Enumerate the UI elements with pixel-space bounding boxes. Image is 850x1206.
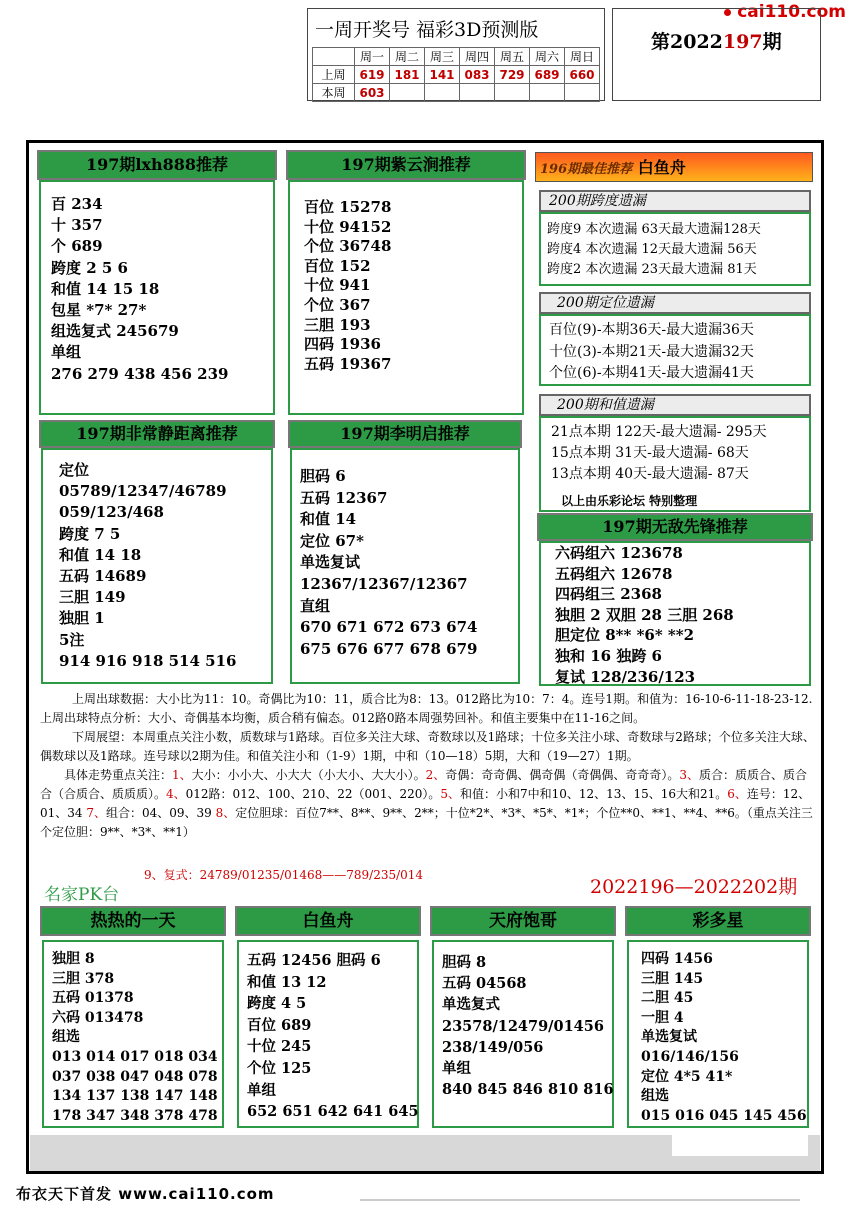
weekly-table bbox=[312, 47, 600, 102]
day-header: 周一 bbox=[355, 48, 390, 66]
span-panel bbox=[539, 212, 811, 286]
pk-card-lines bbox=[247, 950, 419, 1123]
period-number: 197 bbox=[722, 31, 763, 53]
pos-line: 十位(3)-本期21天-最大遗漏32天 bbox=[549, 343, 754, 360]
focus-intro: 具体走势重点关注： bbox=[64, 768, 173, 782]
pk-line: 跨度 4 5 bbox=[247, 995, 307, 1013]
best-recommend-label: 196期最佳推荐 bbox=[540, 162, 633, 177]
footer-text: 布衣天下首发 www.cai110.com bbox=[16, 1185, 275, 1203]
weekly-draw-box bbox=[307, 8, 605, 101]
focus-text: 组合：04、09、39 bbox=[106, 806, 216, 820]
span-header: 200期跨度遗漏 bbox=[539, 190, 811, 212]
pk-card-header: 天府饱哥 bbox=[430, 906, 616, 936]
span-lines bbox=[547, 220, 761, 280]
pk-line: 134 137 138 147 148 bbox=[52, 1088, 218, 1105]
credit-note: 以上由乐彩论坛 特别整理 bbox=[561, 494, 698, 508]
pk-line: 016/146/156 bbox=[641, 1048, 739, 1065]
fcjj-line: 定位 bbox=[59, 461, 90, 479]
draw-number: 729 bbox=[495, 66, 530, 84]
analysis-text bbox=[40, 690, 815, 842]
fcjj-line: 和值 14 18 bbox=[59, 545, 142, 564]
fcjj-line: 5注 bbox=[59, 630, 85, 649]
weekly-title: 一周开奖号 福彩3D预测版 bbox=[315, 19, 539, 41]
pos-line: 个位(6)-本期41天-最大遗漏41天 bbox=[549, 365, 754, 381]
fcjj-header: 197期非常静距离推荐 bbox=[39, 420, 275, 448]
fcjj-lines bbox=[59, 460, 236, 672]
span-line: 跨度2 本次遗漏 23天最大遗漏 81天 bbox=[547, 262, 757, 277]
pk-line: 单组 bbox=[247, 1081, 276, 1099]
pk-line: 一胆 4 bbox=[641, 1009, 684, 1026]
wdxf-line: 复试 128/236/123 bbox=[555, 667, 696, 686]
weekly-header-row bbox=[313, 48, 600, 66]
wdxf-line: 独胆 2 双胆 28 三胆 268 bbox=[555, 605, 734, 624]
day-header: 周三 bbox=[425, 48, 460, 66]
pk-line: 840 845 846 810 816 bbox=[442, 1081, 614, 1099]
pk-line: 四码 1456 bbox=[641, 951, 713, 967]
focus-text: 连号：12、01、34 bbox=[40, 787, 811, 820]
focus-text: 大小：小小大、小大大（小大小、大大小）。 bbox=[191, 768, 426, 782]
draw-number bbox=[530, 84, 565, 102]
row-label: 本周 bbox=[313, 84, 355, 102]
pk-line: 五码 01378 bbox=[52, 990, 134, 1007]
focus-num: 7、 bbox=[86, 806, 106, 820]
pk-line: 组选 bbox=[52, 1029, 80, 1046]
best-recommend-header bbox=[535, 152, 813, 182]
lmq-line: 直组 bbox=[300, 596, 331, 615]
focus-text: 012路：012、100、210、22（001、220）。 bbox=[185, 787, 441, 801]
pk-line: 五码 12456 胆码 6 bbox=[247, 952, 381, 969]
draw-number: 660 bbox=[565, 66, 600, 84]
zyj-header: 197期紫云涧推荐 bbox=[286, 150, 526, 180]
lxh-line: 组选复式 245679 bbox=[51, 322, 179, 341]
fcjj-line: 独胆 1 bbox=[59, 609, 105, 628]
zyj-panel bbox=[288, 180, 524, 415]
period-suffix: 期 bbox=[762, 31, 782, 53]
lxh-panel bbox=[39, 180, 275, 415]
draw-number: 619 bbox=[355, 66, 390, 84]
pk-line: 013 014 017 018 034 bbox=[52, 1048, 218, 1065]
pk-line: 组选 bbox=[641, 1088, 669, 1105]
focus-text: 定位胆球：百位7**、8**、9**、2**；十位*2*、*3*、*5*、*1*；个位**0、**1、**4、**6。（重点关注三个定位胆：9**、*3*、**1） bbox=[40, 806, 813, 839]
draw-number bbox=[565, 84, 600, 102]
lxh-header: 197期lxh888推荐 bbox=[37, 150, 277, 180]
draw-number: 603 bbox=[355, 84, 390, 102]
focus-num: 1、 bbox=[172, 768, 192, 782]
wdxf-header: 197期无敌先锋推荐 bbox=[537, 513, 813, 541]
sum-header: 200期和值遗漏 bbox=[539, 394, 811, 416]
pk-line: 个位 125 bbox=[247, 1059, 312, 1077]
zyj-line: 三胆 193 bbox=[304, 315, 371, 334]
focus-num: 2、 bbox=[425, 768, 446, 782]
zyj-line: 个位 367 bbox=[304, 295, 371, 314]
lxh-line: 包星 *7* 27* bbox=[51, 301, 147, 320]
pk-line: 652 651 642 641 645 bbox=[247, 1103, 419, 1121]
zyj-line: 十位 94152 bbox=[304, 217, 392, 236]
day-header: 周六 bbox=[530, 48, 565, 66]
lxh-lines bbox=[51, 194, 228, 385]
wdxf-panel bbox=[539, 541, 811, 686]
focus-num: 5、 bbox=[440, 787, 460, 801]
lmq-line: 胆码 6 bbox=[300, 467, 346, 485]
pk-line: 238/149/056 bbox=[442, 1038, 544, 1056]
day-header: 周日 bbox=[565, 48, 600, 66]
pk-line: 23578/12479/01456 bbox=[442, 1017, 604, 1035]
zyj-line: 百位 15278 bbox=[304, 198, 392, 216]
focus-num: 4、 bbox=[166, 787, 186, 801]
pk-line: 单选复式 bbox=[442, 996, 500, 1014]
pk-line: 独胆 8 bbox=[52, 951, 95, 967]
pk-line: 五码 04568 bbox=[442, 975, 527, 993]
pk-line: 015 016 045 145 456 bbox=[641, 1107, 807, 1124]
pk-card-panel bbox=[432, 940, 614, 1128]
wdxf-line: 六码组六 123678 bbox=[555, 544, 683, 562]
sum-line: 15点本期 31天-最大遗漏- 68天 bbox=[551, 445, 749, 461]
zyj-line: 个位 36748 bbox=[304, 237, 392, 256]
focus-text: 奇偶：奇奇偶、偶奇偶（奇偶偶、奇奇奇）。 bbox=[445, 768, 680, 782]
pk-line: 百位 689 bbox=[247, 1016, 312, 1034]
lxh-line: 个 689 bbox=[51, 237, 103, 256]
zyj-line: 五码 19367 bbox=[304, 354, 392, 373]
zyj-line: 十位 941 bbox=[304, 276, 371, 295]
pk-line: 单组 bbox=[442, 1060, 471, 1078]
day-header: 周二 bbox=[390, 48, 425, 66]
lmq-line: 670 671 672 673 674 bbox=[300, 618, 478, 637]
draw-number bbox=[460, 84, 495, 102]
sum-lines bbox=[551, 422, 767, 485]
best-recommend-name: 白鱼舟 bbox=[637, 158, 686, 177]
analysis-paragraph: 上周出球数据：大小比为11：10。奇偶比为10：11，质合比为8：13。012路比为10：7：4。连号1期。和值为：16-10-6-11-18-23-12.上周出球特点分析：大小、奇偶基本均衡，质合稍有偏态。012路0路本周强势回补。和值主要集中在11-16之间。 bbox=[40, 692, 813, 725]
pk-card-lines bbox=[52, 950, 218, 1126]
zyj-line: 百位 152 bbox=[304, 256, 371, 275]
lmq-lines bbox=[300, 466, 477, 660]
zyj-line: 四码 1936 bbox=[304, 335, 381, 354]
focus-num: 6、 bbox=[727, 787, 747, 801]
lmq-header: 197期李明启推荐 bbox=[288, 420, 522, 448]
lxh-line: 跨度 2 5 6 bbox=[51, 258, 128, 277]
pk-card-panel bbox=[627, 940, 809, 1128]
pk-title: 名家PK台 bbox=[44, 885, 120, 905]
sum-line: 21点本期 122天-最大遗漏- 295天 bbox=[551, 424, 767, 440]
lmq-line: 12367/12367/12367 bbox=[300, 574, 468, 593]
focus-paragraph bbox=[40, 766, 815, 842]
site-logo-text: cai110.com bbox=[737, 2, 846, 22]
lxh-line: 十 357 bbox=[51, 216, 103, 235]
pk-card-lines bbox=[641, 950, 807, 1126]
pk-line: 单选复试 bbox=[641, 1029, 697, 1046]
draw-number bbox=[390, 84, 425, 102]
bottom-strip-box bbox=[672, 1134, 808, 1156]
lmq-line: 单选复试 bbox=[300, 553, 361, 572]
day-header: 周五 bbox=[495, 48, 530, 66]
pk-line: 178 347 348 378 478 bbox=[52, 1107, 218, 1124]
day-header: 周四 bbox=[460, 48, 495, 66]
focus-num: 8、 bbox=[215, 806, 236, 820]
pos-lines bbox=[549, 320, 754, 385]
lmq-line: 定位 67* bbox=[300, 531, 364, 550]
wdxf-line: 胆定位 8** *6* **2 bbox=[555, 626, 695, 645]
lmq-panel bbox=[290, 448, 520, 684]
pk-line: 十位 245 bbox=[247, 1038, 312, 1056]
pk-date-range: 2022196—2022202期 bbox=[590, 876, 798, 898]
pk-line: 胆码 8 bbox=[442, 954, 487, 971]
draw-number: 141 bbox=[425, 66, 460, 84]
wdxf-line: 独和 16 独跨 6 bbox=[555, 646, 662, 665]
pk-line: 二胆 45 bbox=[641, 990, 694, 1007]
pos-header: 200期定位遗漏 bbox=[539, 292, 811, 314]
weekly-row-this bbox=[313, 84, 600, 102]
lxh-line: 单组 bbox=[51, 343, 82, 362]
wdxf-line: 四码组三 2368 bbox=[555, 585, 662, 604]
sum-line: 13点本期 40天-最大遗漏- 87天 bbox=[551, 466, 749, 482]
draw-number bbox=[425, 84, 460, 102]
pk-card-header: 热热的一天 bbox=[40, 906, 226, 936]
zyj-lines bbox=[304, 198, 391, 374]
pk-line: 三胆 145 bbox=[641, 970, 704, 987]
weekly-corner bbox=[313, 48, 355, 66]
fcjj-panel bbox=[41, 448, 273, 684]
pos-line: 百位(9)-本期36天-最大遗漏36天 bbox=[549, 322, 754, 338]
fcjj-line: 三胆 149 bbox=[59, 588, 126, 607]
pos-panel bbox=[539, 314, 811, 386]
lxh-line: 276 279 438 456 239 bbox=[51, 364, 229, 383]
focus-text: 质合：质质合、质合合（合质合、质质质）。 bbox=[40, 768, 807, 801]
lxh-line: 百 234 bbox=[51, 195, 103, 213]
period-prefix: 第2022 bbox=[651, 31, 723, 53]
pk-line: 定位 4*5 41* bbox=[641, 1068, 733, 1085]
pk-line: 037 038 047 048 078 bbox=[52, 1068, 218, 1085]
draw-number: 181 bbox=[390, 66, 425, 84]
sum-panel bbox=[539, 416, 811, 512]
lmq-line: 五码 12367 bbox=[300, 488, 388, 507]
pk-card-header: 彩多星 bbox=[625, 906, 811, 936]
pk-line: 和值 13 12 bbox=[247, 973, 327, 991]
fcjj-line: 914 916 918 514 516 bbox=[59, 651, 237, 670]
lmq-line: 675 676 677 678 679 bbox=[300, 639, 478, 658]
pk-card-header: 白鱼舟 bbox=[235, 906, 421, 936]
span-line: 跨度4 本次遗漏 12天最大遗漏 56天 bbox=[547, 242, 757, 257]
span-line: 跨度9 本次遗漏 63天最大遗漏128天 bbox=[547, 222, 761, 237]
pk-line: 六码 013478 bbox=[52, 1009, 144, 1026]
focus-text: 和值：小和7中和10、12、13、15、16大和21。 bbox=[460, 787, 728, 801]
lxh-line: 和值 14 15 18 bbox=[51, 279, 160, 298]
pk-line: 三胆 378 bbox=[52, 970, 115, 987]
wdxf-lines bbox=[555, 543, 734, 687]
fcjj-line: 五码 14689 bbox=[59, 567, 147, 586]
pk-card-panel bbox=[237, 940, 419, 1128]
draw-number: 083 bbox=[460, 66, 495, 84]
period-label bbox=[612, 8, 821, 101]
draw-number: 689 bbox=[530, 66, 565, 84]
focus-num: 3、 bbox=[679, 768, 699, 782]
wdxf-line: 五码组六 12678 bbox=[555, 564, 673, 583]
weekly-row-last bbox=[313, 66, 600, 84]
draw-number bbox=[495, 84, 530, 102]
fcjj-line: 跨度 7 5 bbox=[59, 524, 121, 543]
pk-card-lines bbox=[442, 952, 614, 1100]
analysis-paragraph: 下周展望：本周重点关注小数，质数球与1路球。百位多关注大球、奇数球以及1路球；十位多关注小球、奇数球与2路球；个位多关注大球、偶数球以及1路球。连号球以2期为佳。和值关注小和（1-9）1期，中和（10—18）5期，大和（19—27）1期。 bbox=[40, 730, 815, 763]
fcjj-line: 059/123/468 bbox=[59, 503, 164, 522]
compound-pick: 9、复式：24789/01235/01468——789/235/014 bbox=[144, 868, 424, 882]
lmq-line: 和值 14 bbox=[300, 510, 357, 529]
fcjj-line: 05789/12347/46789 bbox=[59, 482, 227, 501]
footer-divider bbox=[360, 1199, 800, 1201]
row-label: 上周 bbox=[313, 66, 355, 84]
pk-card-panel bbox=[42, 940, 224, 1128]
